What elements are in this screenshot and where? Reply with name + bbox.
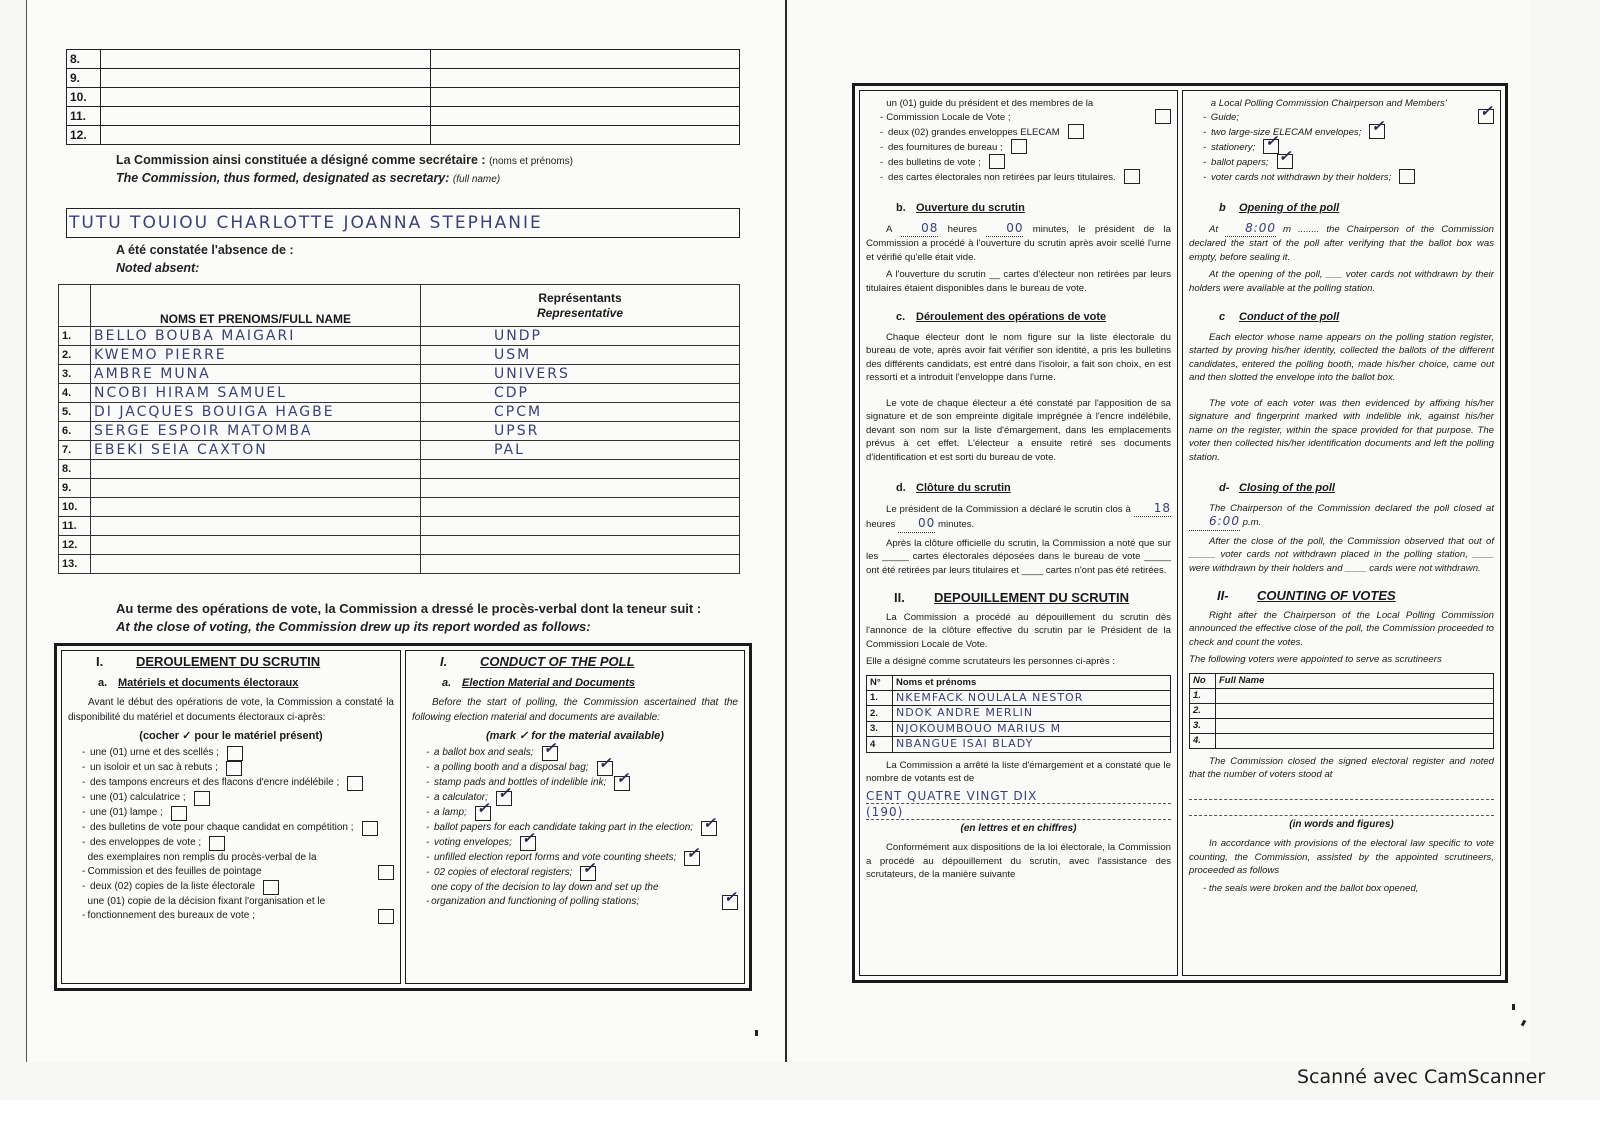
conduct-title-en: c Conduct of the poll <box>1219 311 1340 323</box>
opening-title-fr: b. Ouverture du scrutin <box>896 202 1025 214</box>
bullet-icon: - <box>1203 126 1207 138</box>
checkbox-checked[interactable] <box>580 866 596 881</box>
column-header-representative: Représentants Representative <box>421 285 740 327</box>
counting-title-en: II- COUNTING OF VOTES <box>1217 588 1396 603</box>
closing-cards-en: After the close of the poll, the Commission observed that out of _____ voter cards not withdrawn placed in the polling station, ____ were withdrawn by their holders and ____ cards were not withdrawn. <box>1189 535 1494 574</box>
absent-representative-field[interactable] <box>421 517 740 536</box>
checkbox-checked[interactable] <box>520 836 536 851</box>
table-row: 3. AMBRE MUNA UNIVERS <box>59 365 740 384</box>
voters-count-figures-field-en[interactable] <box>1189 802 1494 816</box>
scan-speck <box>1512 1004 1515 1010</box>
opening-paragraph-fr: A 08 heures 00 minutes, le président de la Commission a procédé à l'ouverture du scrutin après avoir scellé l'urne et vérifié qu'elle était vide. <box>866 220 1171 263</box>
checklist-item-label: un (01) guide du président et des membres de la Commission Locale de Vote ; <box>886 98 1094 123</box>
absent-representative-field[interactable] <box>421 536 740 555</box>
checklist-item-label: des exemplaires non remplis du procès-verbal de la Commission et des feuilles de pointage <box>87 851 317 877</box>
table-row: 13. <box>59 555 740 574</box>
absent-name-field[interactable]: SERGE ESPOIR MATOMBA <box>91 422 421 441</box>
checklist-item-label: a polling booth and a disposal bag; <box>434 762 589 773</box>
table-row: 12. <box>59 536 740 555</box>
voters-count-paragraph-fr: La Commission a arrêté la liste d'émargement et a constaté que le nombre de votants est de <box>866 759 1171 784</box>
checklist-item <box>412 881 738 910</box>
checklist-item-label: ballot papers; <box>1211 156 1269 168</box>
table-row: 12. <box>67 126 740 145</box>
checkbox-unchecked[interactable] <box>1399 169 1415 184</box>
absent-name-field[interactable] <box>91 517 421 536</box>
table-row: 10. <box>59 498 740 517</box>
checklist-item <box>412 851 738 866</box>
checkbox-checked[interactable] <box>722 895 738 910</box>
checkbox-unchecked[interactable] <box>1155 109 1171 124</box>
materials-checklist-en <box>412 746 738 910</box>
secretary-label-fr: La Commission ainsi constituée a désigné comme secrétaire : (noms et prénoms) <box>116 153 573 167</box>
table-row: 11. <box>59 517 740 536</box>
voters-count-hint-en: (in words and figures) <box>1289 818 1394 830</box>
checklist-item <box>412 866 738 881</box>
checkbox-checked[interactable] <box>614 776 630 791</box>
checklist-item-label: a lamp; <box>434 807 467 818</box>
bullet-icon: - <box>82 762 86 773</box>
scrutineer-name-field[interactable]: NDOK ANDRE MERLIN <box>893 706 1171 722</box>
bullet-icon: - <box>426 896 430 907</box>
table-row: 9. <box>67 69 740 88</box>
table-row: 11. <box>67 107 740 126</box>
table-row: 3. <box>1190 718 1494 733</box>
table-row: 7. EBEKI SEIA CAXTON PAL <box>59 441 740 460</box>
checklist-item-label: a calculator; <box>434 792 488 803</box>
checklist-item-label: une (01) lampe ; <box>90 807 163 818</box>
table-row: 1. <box>1190 688 1494 703</box>
checklist-item-label: 02 copies of electoral registers; <box>434 867 573 878</box>
scrutineers-table-fr: N° Noms et prénoms 1. NKEMFACK NOULALA NESTOR 2. NDOK ANDRE MERLIN 3. NJOKOUMBOUO MARIUS M 4 NBANGUE ISAI BLADY <box>866 675 1171 753</box>
checklist-item-label: des cartes électorales non retirées par leurs titulaires. <box>888 171 1116 183</box>
bullet-icon: - <box>426 792 430 803</box>
conduct-paragraph-2-fr: Le vote de chaque électeur a été constaté par l'apposition de sa signature et de son empreinte digitale imprégnée à l'encre indélébile, devant son nom sur la liste d'émargement, dans les emplacements prévus à cet effet. L'électeur a ensuite retiré ses documents d'identification et est sorti du bureau de vote. <box>866 397 1171 463</box>
checklist-item-label: une (01) copie de la décision fixant l'organisation et le fonctionnement des bureaux de vote ; <box>87 895 326 921</box>
conduct-column-en <box>405 650 745 984</box>
checklist-item-label: un isoloir et un sac à rebuts ; <box>90 762 218 773</box>
voters-count-paragraph-en: The Commission closed the signed electoral register and noted that the number of voters stood at <box>1189 755 1494 780</box>
bullet-icon: - <box>82 807 86 818</box>
absent-name-field[interactable] <box>91 536 421 555</box>
table-row: 1. BELLO BOUBA MAIGARI UNDP <box>59 327 740 346</box>
table-row: 4 NBANGUE ISAI BLADY <box>867 737 1171 753</box>
checklist-item <box>866 124 1171 139</box>
checkbox-unchecked[interactable] <box>209 836 225 851</box>
counting-paragraph-2-en: The following voters were appointed to serve as scrutineers <box>1189 654 1442 665</box>
checklist-item-label: two large-size ELECAM envelopes; <box>1211 126 1362 138</box>
checklist-item-label: des bulletins de vote pour chaque candidat en compétition ; <box>90 822 354 833</box>
bullet-icon: - <box>82 777 86 788</box>
checkbox-unchecked[interactable] <box>226 761 242 776</box>
checklist-item <box>68 806 394 821</box>
checklist-item <box>68 791 394 806</box>
bullet-icon: - <box>82 910 86 921</box>
absent-representative-field[interactable]: USM <box>421 346 740 365</box>
conduct-paragraph-1-en: Each elector whose name appears on the polling station register, started by proving his/her identity, collected the ballots of the different candidates, entered the polling booth, made his/her choice, came out and then slotted the envelope into the ballot box. <box>1189 331 1494 383</box>
table-row: 4. NCOBI HIRAM SAMUEL CDP <box>59 384 740 403</box>
secretary-name-value: TUTU TOUIOU CHARLOTTE JOANNA STEPHANIE <box>69 213 543 233</box>
checkbox-checked[interactable] <box>701 821 717 836</box>
checklist-item <box>412 776 738 791</box>
bullet-icon: - <box>82 792 86 803</box>
checklist-item-label: stamp pads and bottles of indelible ink; <box>434 777 607 788</box>
report-intro-fr: Au terme des opérations de vote, la Commission a dressé le procès-verbal dont la teneur suit : <box>116 601 702 616</box>
scan-speck <box>755 1030 758 1036</box>
bullet-icon: - <box>880 111 884 123</box>
checkbox-unchecked[interactable] <box>989 154 1005 169</box>
scrutineers-table-en: No Full Name 1. 2. 3. 4. <box>1189 673 1494 749</box>
report-column-en <box>1182 90 1501 976</box>
section-title-en: I. CONDUCT OF THE POLL <box>440 654 635 669</box>
checkbox-checked[interactable] <box>1478 109 1494 124</box>
checkbox-unchecked[interactable] <box>1068 124 1084 139</box>
checkbox-checked[interactable] <box>684 851 700 866</box>
table-row: 8. <box>59 460 740 479</box>
checklist-item <box>1189 154 1494 169</box>
counting-paragraph-1-en: Right after the Chairperson of the Local Polling Commission announced the effective close of the poll, the Commission proceeded to check and count the votes. <box>1189 609 1494 648</box>
bullet-icon: - <box>82 822 86 833</box>
opening-cards-en: At the opening of the poll, ___ voter cards not withdrawn by their holders were available at the polling station. <box>1189 269 1494 294</box>
camscanner-watermark: Scanné avec CamScanner <box>1297 1066 1546 1088</box>
bullet-icon: - <box>426 762 430 773</box>
section-title-fr: I. DEROULEMENT DU SCRUTIN <box>96 654 321 669</box>
intro-paragraph-en: Before the start of polling, the Commission ascertained that the following election material and documents are available: <box>412 697 738 723</box>
checklist-item-label: des fournitures de bureau ; <box>888 141 1003 153</box>
counting-paragraph-1-fr: La Commission a procédé au dépouillement du scrutin dès l'annonce de la clôture effective du scrutin par le Président de la Commission Locale de Vote. <box>866 611 1171 650</box>
checklist-item-label: a Local Polling Commission Chairperson and Members' Guide; <box>1210 98 1447 123</box>
voters-count-words-field-en[interactable] <box>1189 786 1494 800</box>
checklist-item-label: ballot papers for each candidate taking part in the election; <box>434 822 694 833</box>
absent-label-en: Noted absent: <box>116 261 200 275</box>
checkbox-checked[interactable] <box>597 761 613 776</box>
checklist-item-label: deux (02) grandes enveloppes ELECAM <box>888 126 1060 138</box>
mark-hint-fr: (cocher ✓ pour le matériel présent) <box>139 730 323 742</box>
closing-paragraph-en: The Chairperson of the Commission declared the poll closed at 6:00 p.m. <box>1189 502 1494 531</box>
table-row: 2. NDOK ANDRE MERLIN <box>867 706 1171 722</box>
absent-representative-field[interactable]: UNIVERS <box>421 365 740 384</box>
table-row: 9. <box>59 479 740 498</box>
report-column-fr <box>859 90 1178 976</box>
scrutineer-name-field[interactable] <box>1216 688 1494 703</box>
counting-bullet-1-en: - the seals were broken and the ballot box opened, <box>1203 882 1419 894</box>
mark-hint-en: (mark ✓ for the material available) <box>486 730 664 742</box>
checklist-item <box>68 821 394 836</box>
table-row: 2. KWEMO PIERRE USM <box>59 346 740 365</box>
materials-checklist-fr-continued <box>866 97 1171 184</box>
checklist-item <box>68 746 394 761</box>
checklist-item-label: unfilled election report forms and vote counting sheets; <box>434 852 677 863</box>
checkbox-checked[interactable] <box>475 806 491 821</box>
checkbox-checked[interactable] <box>496 791 512 806</box>
counting-paragraph-2-fr: Elle a désigné comme scrutateurs les personnes ci-après : <box>866 656 1116 667</box>
scrutineer-name-field[interactable] <box>1216 703 1494 718</box>
table-row: 10. <box>67 88 740 107</box>
closing-title-fr: d. Clôture du scrutin <box>896 482 1011 494</box>
report-intro-en: At the close of voting, the Commission drew up its report worded as follows: <box>116 619 591 634</box>
opening-hour-field[interactable]: 08 <box>901 222 938 238</box>
absent-name-field[interactable]: NCOBI HIRAM SAMUEL <box>91 384 421 403</box>
secretary-label-en: The Commission, thus formed, designated as secretary: (full name) <box>116 171 501 185</box>
subsection-title-en: a. Election Material and Documents <box>442 676 635 689</box>
bullet-icon: - <box>426 867 430 878</box>
bullet-icon: - <box>426 747 430 758</box>
checklist-item-label: une (01) calculatrice ; <box>90 792 186 803</box>
bullet-icon: - <box>1203 111 1207 123</box>
opening-cards-fr: A l'ouverture du scrutin __ cartes d'électeur non retirées par leurs titulaires étaient disponibles dans le bureau de vote. <box>866 269 1171 294</box>
checklist-item-label: une (01) urne et des scellés ; <box>90 747 219 758</box>
conduct-column-fr <box>61 650 401 984</box>
scrutineer-name-field[interactable] <box>1216 718 1494 733</box>
bullet-icon: - <box>880 126 884 138</box>
checklist-item <box>68 851 394 880</box>
absent-representative-field[interactable] <box>421 479 740 498</box>
members-table-continued <box>66 49 740 145</box>
checklist-item <box>1189 97 1494 124</box>
closing-minute-field[interactable]: 00 <box>898 517 935 533</box>
checklist-item-label: voter cards not withdrawn by their holders; <box>1211 171 1392 183</box>
table-row: 4. <box>1190 733 1494 748</box>
checkbox-unchecked[interactable] <box>378 865 394 880</box>
bullet-icon: - <box>426 777 430 788</box>
checklist-item <box>1189 124 1494 139</box>
absent-representative-field[interactable]: UPSR <box>421 422 740 441</box>
checklist-item-label: stationery; <box>1211 141 1256 153</box>
opening-minute-field[interactable]: 00 <box>986 222 1023 238</box>
absent-representative-field[interactable] <box>421 498 740 517</box>
checklist-item <box>866 97 1171 124</box>
checklist-item <box>68 776 394 791</box>
voters-count-hint-fr: (en lettres et en chiffres) <box>960 822 1077 834</box>
checklist-item-label: voting envelopes; <box>434 837 512 848</box>
checkbox-unchecked[interactable] <box>362 821 378 836</box>
checklist-item <box>412 791 738 806</box>
checkbox-unchecked[interactable] <box>263 880 279 895</box>
absent-representative-field[interactable] <box>421 555 740 574</box>
bullet-icon: - <box>82 866 86 877</box>
table-row: 3. NJOKOUMBOUO MARIUS M <box>867 721 1171 737</box>
closing-title-en: d- Closing of the poll <box>1219 482 1335 494</box>
materials-checklist-en-continued <box>1189 97 1494 184</box>
absent-representative-field[interactable]: UNDP <box>421 327 740 346</box>
closing-time-field[interactable]: 6:00 <box>1189 515 1240 531</box>
counting-paragraph-4-en: In accordance with provisions of the electoral law specific to vote counting, the Commission, assisted by the appointed scrutineers, proceeded as follows <box>1189 838 1494 876</box>
checklist-item <box>866 139 1171 154</box>
absent-name-field[interactable]: AMBRE MUNA <box>91 365 421 384</box>
table-row: 2. <box>1190 703 1494 718</box>
absent-name-field[interactable] <box>91 555 421 574</box>
closing-cards-fr: Après la clôture officielle du scrutin, la Commission a noté que sur les _____ cartes électorales déposées dans le bureau de vote _____ ont été retirées par leurs titulaires et ____ cartes n'ont pas été retirées. <box>866 537 1171 576</box>
checkbox-checked[interactable] <box>1263 139 1279 154</box>
checklist-item <box>68 836 394 851</box>
scrutineer-name-field[interactable] <box>1216 733 1494 748</box>
counting-title-fr: II. DEPOUILLEMENT DU SCRUTIN <box>894 590 1129 605</box>
bullet-icon: - <box>426 807 430 818</box>
counting-paragraph-4-fr: Conformément aux dispositions de la loi électorale, la Commission a procédé au dépouillement du scrutin, avec l'assistance des scrutateurs, de la manière suivante <box>866 842 1171 880</box>
checklist-item-label: des enveloppes de vote ; <box>90 837 202 848</box>
checkbox-unchecked[interactable] <box>347 776 363 791</box>
checklist-item <box>1189 139 1494 154</box>
table-row: 1. NKEMFACK NOULALA NESTOR <box>867 690 1171 706</box>
absent-representative-field[interactable]: PAL <box>421 441 740 460</box>
checkbox-checked[interactable] <box>542 746 558 761</box>
opening-title-en: b Opening of the poll <box>1219 202 1340 214</box>
closing-hour-field[interactable]: 18 <box>1134 502 1171 518</box>
closing-paragraph-fr: Le président de la Commission a déclaré le scrutin clos à 18 heures 00 minutes. <box>866 502 1171 533</box>
absent-representative-field[interactable]: CPCM <box>421 403 740 422</box>
bullet-icon: - <box>1203 171 1207 183</box>
opening-paragraph-en: At 8:00 m ........ the Chairperson of the Commission declared the start of the poll after verifying that the ballot box was empty, before sealing it. <box>1189 220 1494 263</box>
checkbox-checked[interactable] <box>1369 124 1385 139</box>
checklist-item <box>68 880 394 895</box>
bullet-icon: - <box>426 837 430 848</box>
materials-checklist-fr <box>68 746 394 924</box>
checklist-item-label: one copy of the decision to lay down and set up the organization and functioning of polling stations; <box>431 881 659 907</box>
scrutineer-name-field[interactable]: NKEMFACK NOULALA NESTOR <box>893 690 1171 706</box>
checkbox-unchecked[interactable] <box>378 909 394 924</box>
absent-name-field[interactable]: BELLO BOUBA MAIGARI <box>91 327 421 346</box>
checklist-item <box>412 821 738 836</box>
absent-representative-field[interactable]: CDP <box>421 384 740 403</box>
checklist-item-label: des tampons encreurs et des flacons d'encre indélébile ; <box>90 777 340 788</box>
absent-name-field[interactable]: KWEMO PIERRE <box>91 346 421 365</box>
absent-representative-field[interactable] <box>421 460 740 479</box>
checklist-item <box>866 169 1171 184</box>
absent-name-field[interactable]: EBEKI SEIA CAXTON <box>91 441 421 460</box>
absent-name-field[interactable] <box>91 479 421 498</box>
bullet-icon: - <box>1203 156 1207 168</box>
checklist-item-label: des bulletins de vote ; <box>888 156 981 168</box>
absent-name-field[interactable] <box>91 498 421 517</box>
conduct-title-fr: c. Déroulement des opérations de vote <box>896 311 1107 323</box>
conduct-paragraph-1-fr: Chaque électeur dont le nom figure sur la liste électorale du bureau de vote, après avoir fait vérifier son identité, a pris les bulletins des différents candidats, est entré dans l'isoloir, a fait son choix, en est ressorti et a introduit l'enveloppe dans l'urne. <box>866 331 1171 383</box>
table-row: 6. SERGE ESPOIR MATOMBA UPSR <box>59 422 740 441</box>
checklist-item <box>412 746 738 761</box>
absent-name-field[interactable] <box>91 460 421 479</box>
voters-count-figures-field[interactable]: (190) <box>866 806 1171 820</box>
absent-members-table <box>58 284 740 574</box>
scrutineer-name-field[interactable]: NJOKOUMBOUO MARIUS M <box>893 721 1171 737</box>
bullet-icon: - <box>82 837 86 848</box>
checklist-item-label: a ballot box and seals; <box>434 747 534 758</box>
voters-count-words-field[interactable]: CENT QUATRE VINGT DIX <box>866 790 1171 804</box>
bullet-icon: - <box>1203 141 1207 153</box>
subsection-title-fr: a. Matériels et documents électoraux <box>98 676 299 689</box>
absent-label-fr: A été constatée l'absence de : <box>116 243 294 257</box>
checklist-item <box>1189 169 1494 184</box>
column-header-name: NOMS ET PRENOMS/FULL NAME <box>91 285 421 327</box>
checklist-item <box>866 154 1171 169</box>
bullet-icon: - <box>880 171 884 183</box>
table-row: 5. DI JACQUES BOUIGA HAGBE CPCM <box>59 403 740 422</box>
report-section-conduct <box>54 643 752 991</box>
page-gutter <box>785 0 787 1062</box>
checklist-item <box>68 895 394 924</box>
report-continuation <box>852 83 1508 983</box>
checkbox-unchecked[interactable] <box>194 791 210 806</box>
bullet-icon: - <box>880 156 884 168</box>
checkbox-unchecked[interactable] <box>1124 169 1140 184</box>
intro-paragraph-fr: Avant le début des opérations de vote, la Commission a constaté la disponibilité du matériel et documents électoraux ci-après: <box>68 697 394 723</box>
conduct-paragraph-2-en: The vote of each voter was then evidenced by affixing his/her signature and fingerprint marked with indelible ink, against his/her name on the register, within the space provided for that purpose. The voter then collected his/her identification documents and left the polling station. <box>1189 397 1494 463</box>
scrutineer-name-field[interactable]: NBANGUE ISAI BLADY <box>893 737 1171 753</box>
checkbox-unchecked[interactable] <box>227 746 243 761</box>
checkbox-unchecked[interactable] <box>1011 139 1027 154</box>
checkbox-unchecked[interactable] <box>171 806 187 821</box>
bullet-icon: - <box>82 747 86 758</box>
bullet-icon: - <box>426 852 430 863</box>
secretary-name-field[interactable] <box>66 208 740 238</box>
bullet-icon: - <box>82 881 86 892</box>
checklist-item <box>412 761 738 776</box>
checklist-item <box>412 806 738 821</box>
bullet-icon: - <box>426 822 430 833</box>
table-row: 8. <box>67 50 740 69</box>
bullet-icon: - <box>880 141 884 153</box>
checkbox-checked[interactable] <box>1277 154 1293 169</box>
checklist-item-label: deux (02) copies de la liste électorale <box>90 881 256 892</box>
absent-name-field[interactable]: DI JACQUES BOUIGA HAGBE <box>91 403 421 422</box>
checklist-item <box>68 761 394 776</box>
opening-time-field[interactable]: 8:00 <box>1225 222 1276 238</box>
